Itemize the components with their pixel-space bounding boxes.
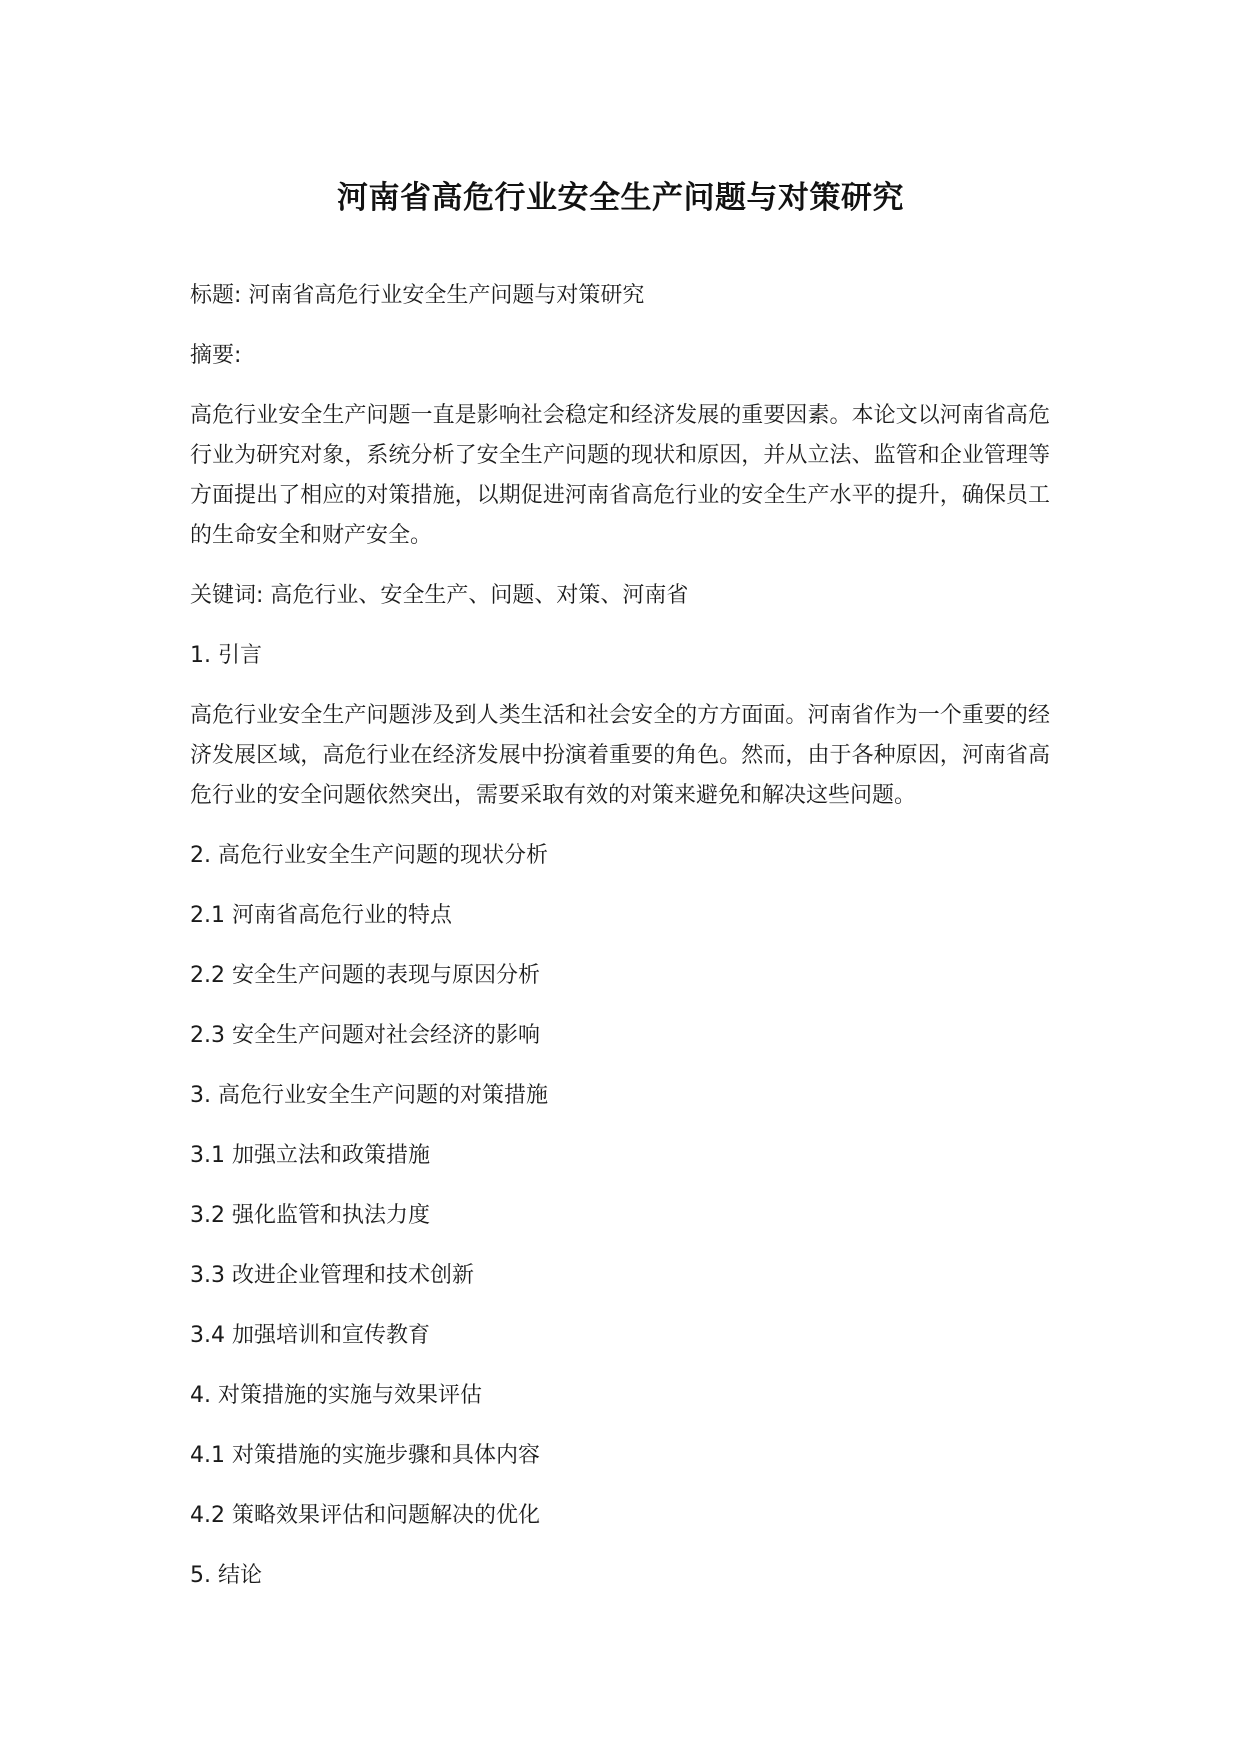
subsection-heading-2-2: 2.2 安全生产问题的表现与原因分析 [190, 963, 540, 988]
subsection-heading-4-1: 4.1 对策措施的实施步骤和具体内容 [190, 1443, 540, 1468]
abstract-label: 摘要: [190, 343, 242, 368]
subsection-heading-3-2: 3.2 强化监管和执法力度 [190, 1203, 430, 1228]
subsection-heading-2-1: 2.1 河南省高危行业的特点 [190, 903, 452, 928]
intro-paragraph: 高危行业安全生产问题涉及到人类生活和社会安全的方方面面。河南省作为一个重要的经济发展区域，高危行业在经济发展中扮演着重要的角色。然而，由于各种原因，河南省高危行业的安全问题依然突出，需要采取有效的对策来避免和解决这些问题。 [190, 703, 1050, 808]
section-heading-5: 5. 结论 [190, 1563, 262, 1588]
subsection-heading-4-2: 4.2 策略效果评估和问题解决的优化 [190, 1503, 540, 1528]
subsection-heading-3-1: 3.1 加强立法和政策措施 [190, 1143, 430, 1168]
abstract-paragraph: 高危行业安全生产问题一直是影响社会稳定和经济发展的重要因素。本论文以河南省高危行业为研究对象，系统分析了安全生产问题的现状和原因，并从立法、监管和企业管理等方面提出了相应的对策措施，以期促进河南省高危行业的安全生产水平的提升，确保员工的生命安全和财产安全。 [190, 403, 1050, 548]
title-line: 标题: 河南省高危行业安全生产问题与对策研究 [190, 283, 645, 308]
section-heading-3: 3. 高危行业安全生产问题的对策措施 [190, 1083, 548, 1108]
document-title: 河南省高危行业安全生产问题与对策研究 [337, 180, 904, 216]
section-heading-1: 1. 引言 [190, 643, 262, 668]
keywords-line: 关键词: 高危行业、安全生产、问题、对策、河南省 [190, 583, 689, 608]
section-heading-2: 2. 高危行业安全生产问题的现状分析 [190, 843, 548, 868]
subsection-heading-2-3: 2.3 安全生产问题对社会经济的影响 [190, 1023, 540, 1048]
subsection-heading-3-3: 3.3 改进企业管理和技术创新 [190, 1263, 474, 1288]
document-body [190, 276, 1050, 1616]
subsection-heading-3-4: 3.4 加强培训和宣传教育 [190, 1323, 430, 1348]
section-heading-4: 4. 对策措施的实施与效果评估 [190, 1383, 482, 1408]
